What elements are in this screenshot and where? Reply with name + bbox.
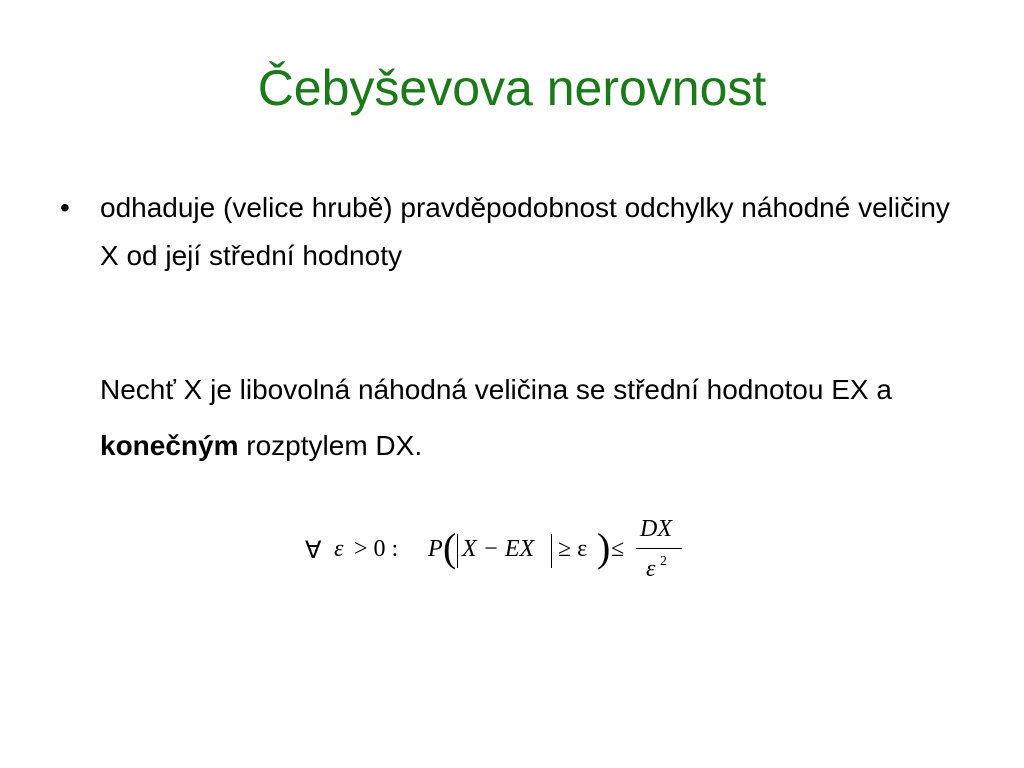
- formula-epsilon-1: ε: [334, 536, 344, 562]
- bullet-text: odhaduje (velice hrubě) pravděpodobnost odchylky náhodné veličiny X od její střední hodnoty: [100, 192, 950, 271]
- formula-fraction-line: [636, 548, 682, 549]
- paragraph-text-2: rozptylem DX.: [246, 430, 423, 461]
- bullet-dot: •: [60, 192, 70, 223]
- formula-gt-zero: > 0 :: [354, 536, 399, 562]
- formula-leq: ≤: [611, 536, 625, 562]
- formula-numerator: DX: [640, 516, 672, 542]
- slide-title: Čebyševova nerovnost: [257, 60, 767, 116]
- formula-left-paren: (: [443, 525, 457, 570]
- formula-P: P: [428, 536, 443, 562]
- formula-denominator: ε: [646, 556, 656, 582]
- formula-abs-right: [551, 534, 552, 568]
- formula-x-minus-ex: X − EX: [462, 536, 535, 562]
- formula-abs-left: [457, 534, 458, 568]
- paragraph-bold-word: konečným: [100, 430, 239, 461]
- formula-forall: ∀: [305, 538, 322, 564]
- paragraph-text-1: Nechť X je libovolná náhodná veličina se střední hodnotou EX a: [100, 374, 892, 405]
- formula-right-paren: ): [597, 525, 611, 570]
- formula-exponent: 2: [660, 554, 667, 569]
- formula-geq-eps: ≥ ε: [558, 536, 588, 562]
